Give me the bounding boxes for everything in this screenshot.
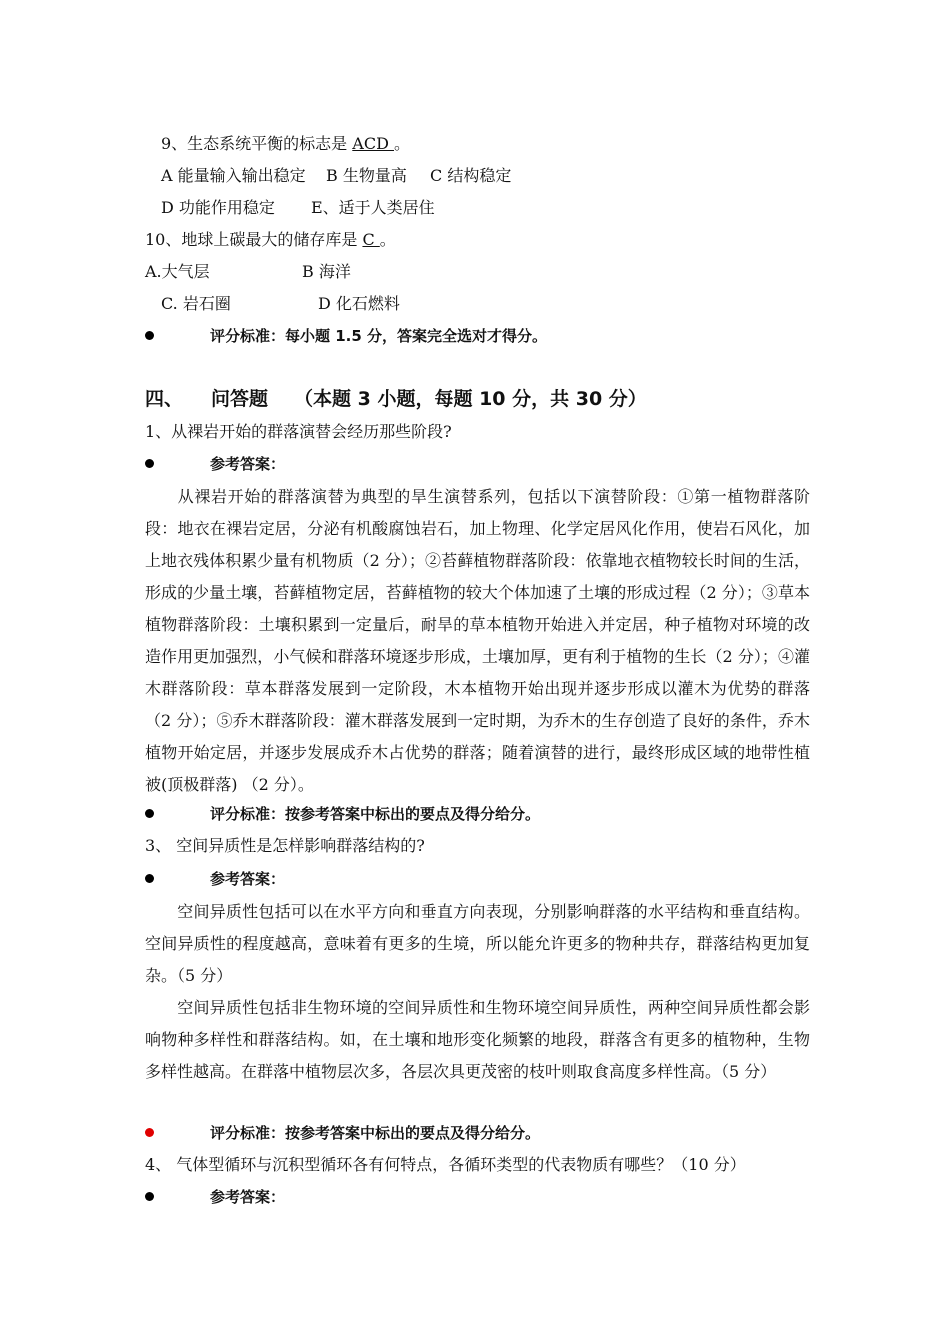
bullet-icon (145, 874, 154, 883)
bullet-icon (145, 1192, 154, 1201)
question-9-option-d: D 功能作用稳定 (161, 198, 275, 217)
question-9-option-b: B 生物量高 (326, 166, 407, 185)
section-note: （本题 3 小题，每题 10 分，共 30 分） (294, 388, 647, 410)
question-10-option-a: A.大气层 (145, 262, 210, 281)
qa-3-question: 3、 空间异质性是怎样影响群落结构的? (145, 836, 425, 855)
bullet-icon (145, 331, 154, 340)
section-title: 问答题 (211, 388, 269, 410)
qa-3-answer-paragraph-2: 空间异质性包括非生物环境的空间异质性和生物环境空间异质性，两种空间异质性都会影响物种多样性和群落结构。如，在土壤和地形变化频繁的地段，群落含有更多的植物种，生物多样性越高。在群落中植物层次多，各层次具更茂密的枝叶则取食高度多样性高。（5 分） (145, 998, 810, 1081)
question-9-stem-end: 。 (394, 134, 411, 153)
section-number: 四、 (145, 388, 184, 410)
question-10-option-c: C. 岩石圈 (161, 294, 231, 313)
qa-3-answer-paragraph-1: 空间异质性包括可以在水平方向和垂直方向表现，分别影响群落的水平结构和垂直结构。空间异质性的程度越高，意味着有更多的生境，所以能允许更多的物种共存，群落结构更加复杂。（5 分） (145, 902, 810, 985)
question-9-option-e: E、适于人类居住 (311, 198, 435, 217)
document-page: 9、生态系统平衡的标志是 ACD 。 A 能量输入输出稳定 B 生物量高 C 结构稳定 D 功能作用稳定 E、适于人类居住 10、地球上碳最大的储存库是 C 。 A.大气层 B 海洋 C. 岩石圈 D 化石燃料 评分标准：每小题 1.5 分，答案完全选对才得分。 四、 问答题 （本题 3 小题，每题 10 分，共 30 分） 1、从裸岩开始的群落演替会经历那些阶段? 参考答案： 从裸岩开始的群落演替为典型的旱生演替系列，包括以下演替阶段：①第一植物群落阶段：地衣在裸岩定居，分泌有机酸腐蚀岩石，加上物理、化学定居风化作用，使岩石风化，加上地衣残体积累少量有机物质（2 分）；②苔藓植物群落阶段：依靠地衣植物较长时间的生活，形成的少量土壤，苔藓植物定居，苔藓植物的较大个体加速了土壤的形成过程（2 分）；③草本植物群落阶段：土壤积累到一定量后，耐旱的草本植物开始进入并定居，种子植物对环境的改造作用更加强烈，小气候和群落环境逐步形成，土壤加厚，更有利于植物的生长（2 分）；④灌木群落阶段：草本群落发展到一定阶段，木本植物开始出现并逐步形成以灌木为优势的群落（2 分）；⑤乔木群落阶段：灌木群落发展到一定时期，为乔木的生存创造了良好的条件，乔木植物开始定居，并逐步发展成乔木占优势的群落；随着演替的进行，最终形成区域的地带性植被(顶极群落) （2 分）。 评分标准：按参考答案中标出的要点及得分给分。 3、 空间异质性是怎样影响群落结构的? 参考答案： 空间异质性包括可以在水平方向和垂直方向表现，分别影响群落的水平结构和垂直结构。空间异质性的程度越高，意味着有更多的生境，所以能允许更多的物种共存，群落结构更加复杂。（5 分） 空间异质性包括非生物环境的空间异质性和生物环境空间异质性，两种空间异质性都会影响物种多样性和群落结构。如，在土壤和地形变化频繁的地段，群落含有更多的植物种，生物多样性越高。在群落中植物层次多，各层次具更茂密的枝叶则取食高度多样性高。（5 分） 评分标准：按参考答案中标出的要点及得分给分。 4、 气体型循环与沉积型循环各有何特点，各循环类型的代表物质有哪些？（10 分） 参考答案： (145, 134, 810, 1206)
question-9-stem: 9、生态系统平衡的标志是 (161, 134, 353, 153)
bullet-icon (145, 459, 154, 468)
question-10-stem-end: 。 (379, 230, 396, 249)
section-heading (145, 386, 647, 412)
question-9-answer: ACD (352, 134, 394, 153)
question-10-answer: C (362, 230, 380, 249)
question-10-option-d: D 化石燃料 (318, 294, 400, 313)
question-10 (145, 229, 396, 251)
bullet-icon (145, 809, 154, 818)
red-bullet-icon (145, 1128, 154, 1137)
question-10-stem: 10、地球上碳最大的储存库是 (145, 230, 363, 249)
question-9-option-a: A 能量输入输出稳定 (161, 166, 306, 185)
question-10-option-b: B 海洋 (302, 262, 351, 281)
scoring-criteria-text: 评分标准：每小题 1.5 分，答案完全选对才得分。 (210, 327, 548, 345)
question-9-option-c: C 结构稳定 (430, 166, 512, 185)
qa-1-answer: 从裸岩开始的群落演替为典型的旱生演替系列，包括以下演替阶段：①第一植物群落阶段：地衣在裸岩定居，分泌有机酸腐蚀岩石，加上物理、化学定居风化作用，使岩石风化，加上地衣残体积累少量有机物质（2 分）；②苔藓植物群落阶段：依靠地衣植物较长时间的生活，形成的少量土壤，苔藓植物定居，苔藓植物的较大个体加速了土壤的形成过程（2 分）；③草本植物群落阶段：土壤积累到一定量后，耐旱的草本植物开始进入并定居，种子植物对环境的改造作用更加强烈，小气候和群落环境逐步形成，土壤加厚，更有利于植物的生长（2 分）；④灌木群落阶段：草本群落发展到一定阶段，木本植物开始出现并逐步形成以灌木为优势的群落（2 分）；⑤乔木群落阶段：灌木群落发展到一定时期，为乔木的生存创造了良好的条件，乔木植物开始定居，并逐步发展成乔木占优势的群落；随着演替的进行，最终形成区域的地带性植被(顶极群落) （2 分）。 (145, 487, 810, 794)
qa-1-question: 1、从裸岩开始的群落演替会经历那些阶段? (145, 422, 452, 441)
question-9 (161, 133, 410, 155)
qa-4-question: 4、 气体型循环与沉积型循环各有何特点，各循环类型的代表物质有哪些？（10 分） (145, 1155, 746, 1174)
